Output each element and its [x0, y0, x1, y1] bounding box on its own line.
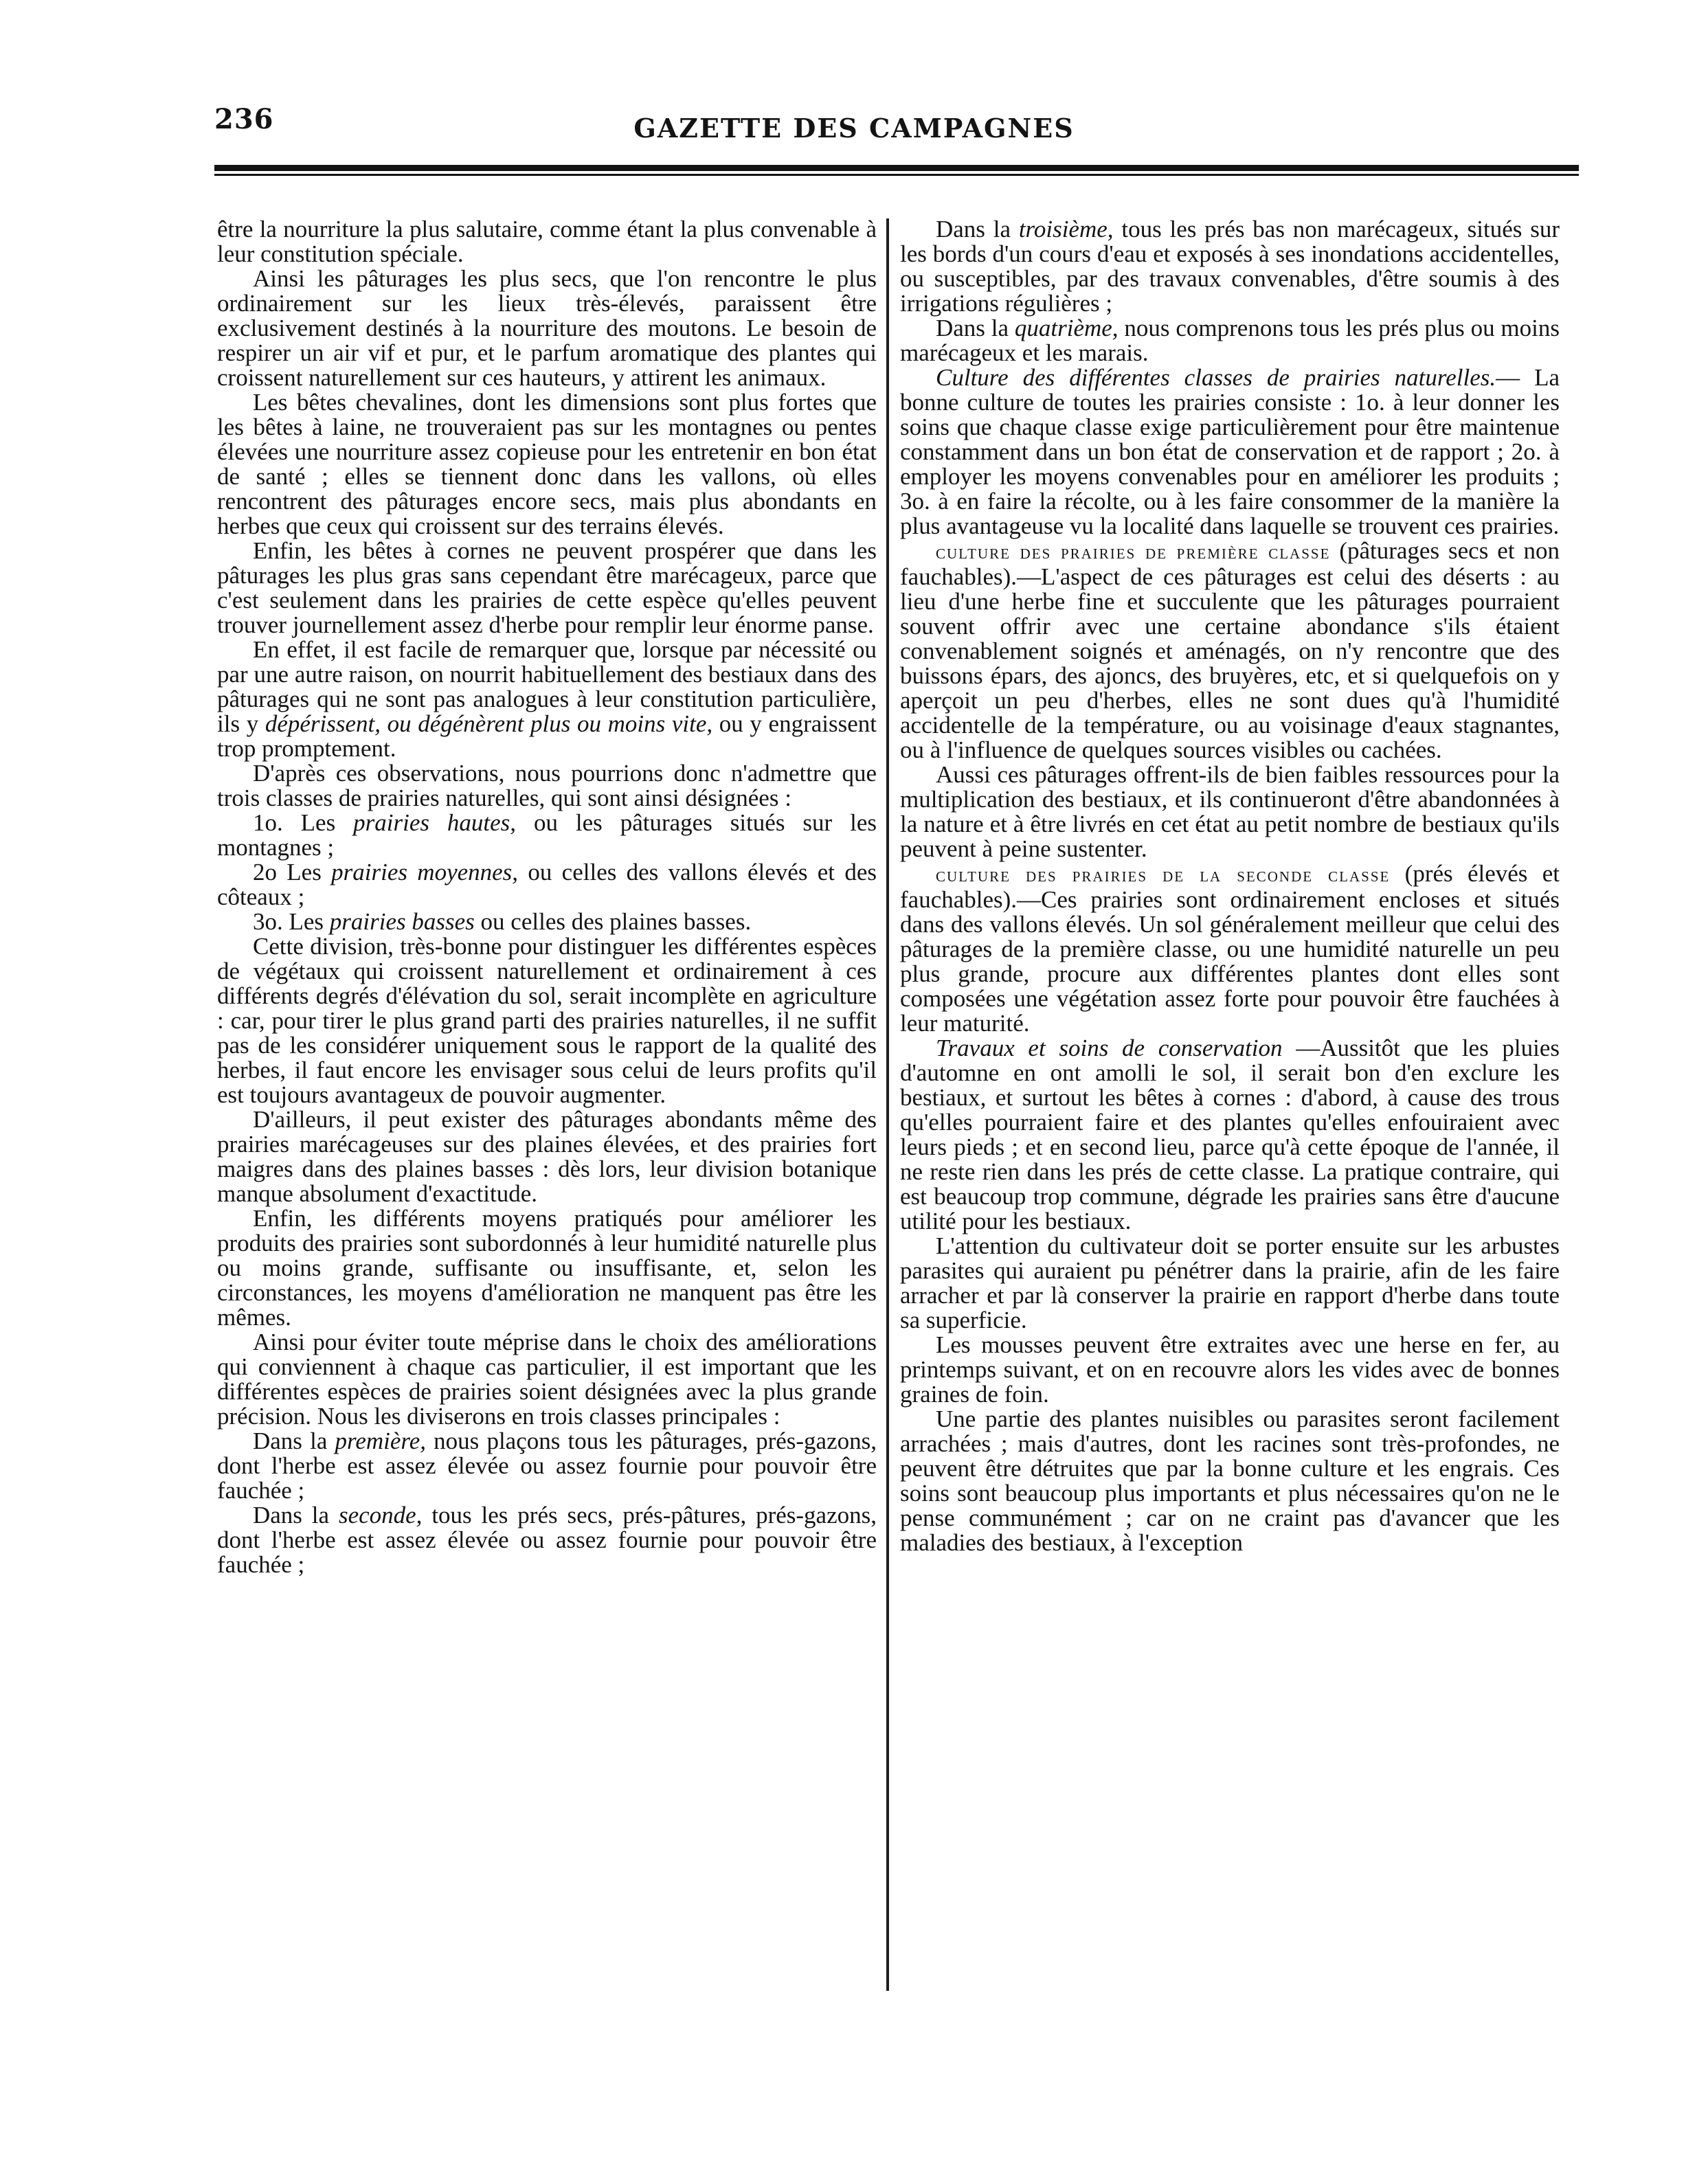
section-heading: culture des prairies de première classe — [936, 541, 1331, 563]
paragraph: Enfin, les bêtes à cornes ne peuvent prospérer que dans les pâturages les plus gras sans cependant être marécageux, parce que c'est seulement dans les prairies de cette espèce qu'elles peuvent trouver journellement assez d'herbe pour remplir leur énorme panse. — [217, 537, 877, 638]
paragraph: D'ailleurs, il peut exister des pâturages abondants même des prairies marécageuses sur des plaines élevées, et des prairies fort maigres dans des plaines basses : dès lors, leur division botanique manque absolument d'exactitude. — [217, 1106, 877, 1207]
italic-term: seconde, — [338, 1502, 423, 1528]
italic-term: prairies basses — [329, 908, 475, 935]
paragraph — [900, 861, 1560, 1036]
italic-term: quatrième, — [1014, 315, 1119, 341]
paragraph: être la nourriture la plus salutaire, comme étant la plus convenable à leur constitution spéciale. — [217, 216, 877, 267]
italic-term: Culture des différentes classes de prairies naturelles. — [936, 364, 1496, 391]
paragraph — [900, 316, 1560, 365]
paragraph: Les mousses peuvent être extraites avec une herse en fer, au printemps suivant, et on en recouvre alors les vides avec de bonnes graines de foin. — [900, 1331, 1560, 1408]
paragraph: Les bêtes chevalines, dont les dimensions sont plus fortes que les bêtes à laine, ne trouveraient pas sur les montagnes ou pentes élevées une nourriture assez copieuse pour les entretenir en bon état de santé ; elles se tiennent donc dans les vallons, où elles rencontrent des pâturages encore secs, mais plus abondants en herbes que ceux qui croissent sur des terrains élevés. — [217, 389, 877, 539]
italic-term: première, — [335, 1428, 427, 1454]
paragraph-text: Dans la — [936, 216, 1019, 242]
paragraph — [900, 365, 1560, 539]
paragraph-text: nous comprenons tous les prés plus ou moins marécageux et les marais. — [900, 315, 1560, 366]
paragraph-text: 2o Les — [253, 859, 332, 885]
paragraph — [900, 217, 1560, 316]
section-heading: culture des prairies de la seconde classe — [936, 864, 1391, 886]
paragraph-text: — La bonne culture de toutes les prairies consiste : 1o. à leur donner les soins que chaque classe exige particulièrement pour être maintenue constamment dans un bon état de conservation et de rapport ; 2o. à employer les moyens convenables pour en améliorer les produits ; 3o. à en faire la récolte, ou à les faire consommer de la manière la plus avantageuse vu la localité dans laquelle se trouvent ces prairies. — [900, 364, 1560, 539]
italic-term: prairies hautes, — [353, 809, 517, 836]
paragraph-text: tous les prés secs, prés-pâtures, prés-gazons, dont l'herbe est assez élevée ou assez fournie pour pouvoir être fauchée ; — [217, 1502, 877, 1578]
paragraph-text: 1o. Les — [253, 809, 354, 836]
header-rule-thin — [214, 174, 1579, 176]
paragraph-text: ou celles des vallons élevés et des côteaux ; — [217, 859, 877, 910]
paragraph-text: (pâturages secs et non fauchables).—L'aspect de ces pâturages est celui des déserts : au lieu d'une herbe fine et succulente que les pâturages pourraient souvent offrir avec une certaine abondance s'ils étaient convenablement soignés et aménagés, on n'y rencontre que des buissons épars, des ajoncs, des bruyères, etc, et si quelquefois on y aperçoit un peu d'herbes, elles ne sont dues qu'à l'humidité accidentelle de la température, ou au voisinage d'eaux stagnantes, ou à l'influence de quelques sources visibles ou cachées. — [900, 537, 1560, 763]
paragraph — [900, 1036, 1560, 1234]
left-column — [217, 217, 877, 1577]
running-title: GAZETTE DES CAMPAGNES — [633, 113, 1075, 144]
paragraph-text: Dans la — [253, 1428, 335, 1454]
paragraph: Ainsi pour éviter toute méprise dans le choix des améliorations qui conviennent à chaque cas particulier, il est important que les différentes espèces de prairies soient désignées avec la plus grande précision. Nous les diviserons en trois classes principales : — [217, 1329, 877, 1430]
paragraph-text: 3o. Les — [253, 908, 330, 935]
column-divider — [886, 218, 889, 1991]
header-rule-thick — [214, 165, 1579, 171]
paragraph-text: ou y engraissent trop promptement. — [217, 710, 877, 762]
paragraph — [217, 811, 877, 860]
paragraph-text: ou les pâturages situés sur les montagnes ; — [217, 809, 877, 861]
italic-term: troisième, — [1018, 216, 1114, 242]
italic-term: prairies moyennes, — [331, 859, 519, 885]
paragraph-text: ou celles des plaines basses. — [474, 908, 752, 935]
paragraph-text: Dans la — [936, 315, 1015, 341]
paragraph — [900, 539, 1560, 763]
paragraph-text: tous les prés bas non marécageux, situés sur les bords d'un cours d'eau et exposés à ses inondations accidentelles, ou susceptibles, par des travaux convenables, d'être soumis à des irrigations régulières ; — [900, 216, 1560, 317]
paragraph: Aussi ces pâturages offrent-ils de bien faibles ressources pour la multiplication des bestiaux, et ils continueront d'être abandonnées à la nature et à être livrés en cet état au petit nombre de bestiaux qu'ils peuvent à peine sustenter. — [900, 761, 1560, 862]
paragraph-text: nous plaçons tous les pâturages, prés-gazons, dont l'herbe est assez élevée ou assez fournie pour pouvoir être fauchée ; — [217, 1428, 877, 1504]
paragraph: Ainsi les pâturages les plus secs, que l'on rencontre le plus ordinairement sur les lieux très-élevés, paraissent être exclusivement destinés à la nourriture des moutons. Le besoin de respirer un air vif et pur, et le parfum aromatique des plantes qui croissent naturellement sur ces hauteurs, y attirent les animaux. — [217, 265, 877, 391]
italic-term: dépérissent, ou dégénèrent plus ou moins vite, — [265, 710, 713, 737]
paragraph — [217, 638, 877, 761]
paragraph — [217, 1429, 877, 1503]
right-column — [900, 217, 1560, 1555]
paragraph-text: —Aussitôt que les pluies d'automne en ont amolli le sol, il serait bon d'en exclure les bestiaux, et surtout les bêtes à cornes : d'abord, à cause des trous qu'elles pourraient faire et des plantes qu'elles enfouiraient avec leurs pieds ; et en second lieu, parce qu'à cette époque de l'année, il ne reste rien dans les prés de cette classe. La pratique contraire, qui est beaucoup trop commune, dégrade les prairies sans être d'aucune utilité pour les bestiaux. — [900, 1035, 1560, 1234]
paragraph-text: (prés élevés et fauchables).—Ces prairies sont ordinairement encloses et situés dans des vallons élevés. Un sol généralement meilleur que celui des pâturages de la première classe, ou une humidité naturelle un peu plus grande, procure aux différentes plantes dont elles sont composées une végétation assez forte pour pouvoir être fauchées à leur maturité. — [900, 860, 1560, 1037]
page-number: 236 — [214, 103, 274, 135]
paragraph — [217, 1503, 877, 1577]
paragraph: L'attention du cultivateur doit se porter ensuite sur les arbustes parasites qui auraient pu pénétrer dans la prairie, afin de les faire arracher et par là conserver la prairie en rapport d'herbe dans toute sa superficie. — [900, 1232, 1560, 1333]
paragraph — [217, 860, 877, 910]
paragraph: Cette division, très-bonne pour distinguer les différentes espèces de végétaux qui croissent naturellement et ordinairement à ces différents degrés d'élévation du sol, serait incomplète en agriculture : car, pour tirer le plus grand parti des prairies naturelles, il ne suffit pas de les considérer uniquement sous le rapport de la qualité des herbes, il faut encore les envisager sous celui de leurs profits qu'il est toujours avantageux de pouvoir augmenter. — [217, 933, 877, 1108]
paragraph: D'après ces observations, nous pourrions donc n'admettre que trois classes de prairies naturelles, qui sont ainsi désignées : — [217, 760, 877, 811]
paragraph-text: Dans la — [253, 1502, 339, 1528]
paragraph-text: En effet, il est facile de remarquer que, lorsque par nécessité ou par une autre raison, on nourrit habituellement des bestiaux dans des pâturages qui ne sont pas analogues à leur constitution particulière, ils y — [217, 636, 877, 737]
paragraph: Enfin, les différents moyens pratiqués pour améliorer les produits des prairies sont subordonnés à leur humidité naturelle plus ou moins grande, suffisante ou insuffisante, et, selon les circonstances, les moyens d'amélioration ne manquent pas être les mêmes. — [217, 1205, 877, 1331]
paragraph: Une partie des plantes nuisibles ou parasites seront facilement arrachées ; mais d'autres, dont les racines sont très-profondes, ne peuvent être détruites que par la bonne culture et les engrais. Ces soins sont beaucoup plus importants et plus nécessaires qu'on ne le pense communément ; car on ne craint pas d'avancer que les maladies des bestiaux, à l'exception — [900, 1406, 1560, 1556]
italic-term: Travaux et soins de conservation — [936, 1035, 1283, 1061]
paragraph — [217, 910, 877, 934]
